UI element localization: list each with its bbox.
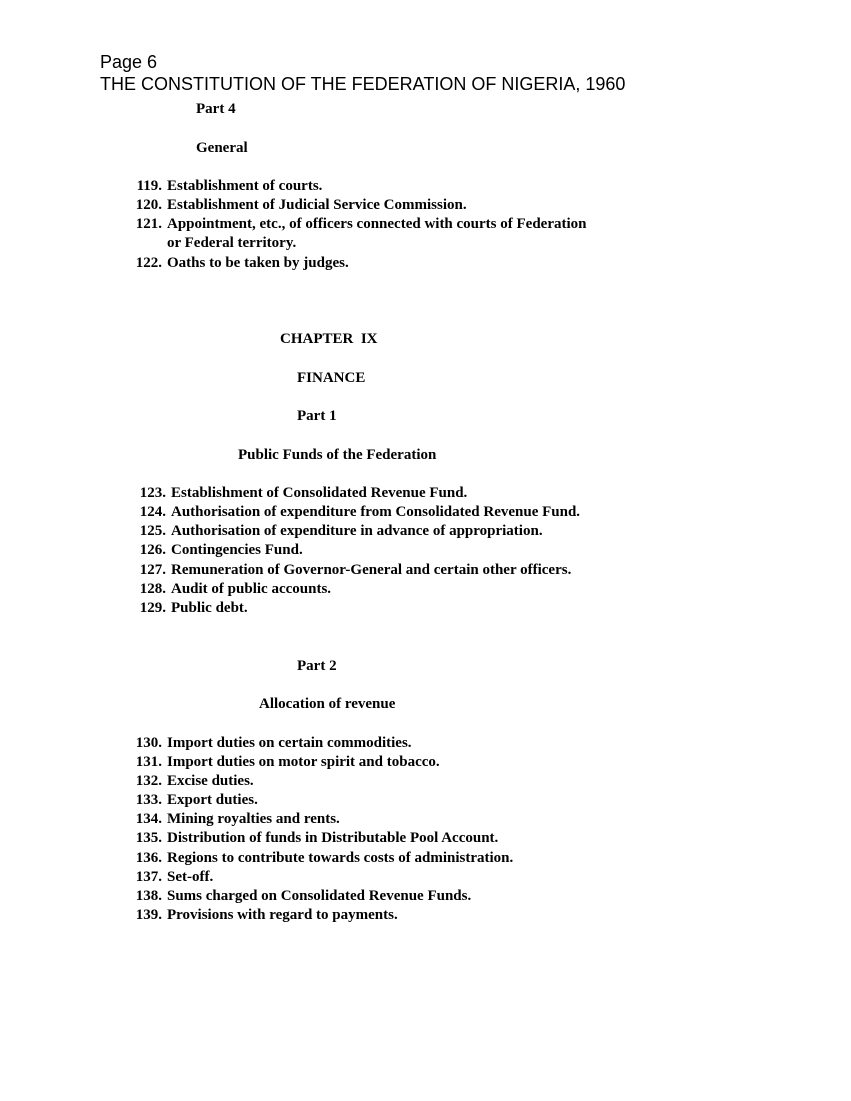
section-title: Appointment, etc., of officers connected with courts of Federation bbox=[167, 216, 587, 232]
section-title: Set-off. bbox=[167, 869, 214, 885]
section-title: Distribution of funds in Distributable Pool Account. bbox=[167, 830, 499, 846]
list-item bbox=[114, 215, 587, 234]
part2-subtitle: Allocation of revenue bbox=[259, 696, 396, 712]
list-item bbox=[124, 580, 331, 599]
section-title: Contingencies Fund. bbox=[171, 542, 303, 558]
section-number: 136. bbox=[135, 850, 162, 866]
section-title: Audit of public accounts. bbox=[171, 581, 332, 597]
section-number: 121. bbox=[135, 216, 162, 232]
list-item bbox=[114, 906, 398, 925]
list-item bbox=[114, 868, 213, 887]
list-item bbox=[124, 522, 543, 541]
list-item bbox=[124, 484, 467, 503]
chapter-title: CHAPTER IX bbox=[280, 331, 378, 347]
section-title: Public debt. bbox=[171, 600, 248, 616]
section-title: Establishment of Judicial Service Commission. bbox=[167, 197, 467, 213]
section-number: 119. bbox=[136, 178, 162, 194]
list-item bbox=[114, 753, 440, 772]
section-title: Mining royalties and rents. bbox=[167, 811, 340, 827]
section-number: 130. bbox=[135, 735, 162, 751]
list-item bbox=[124, 503, 580, 522]
section-number: 125. bbox=[139, 523, 166, 539]
section-number: 127. bbox=[139, 562, 166, 578]
list-item bbox=[114, 254, 349, 273]
part1-subtitle: Public Funds of the Federation bbox=[238, 447, 437, 463]
part4-title: Part 4 bbox=[196, 101, 236, 117]
page-label: Page 6 bbox=[100, 52, 158, 72]
section-title: Regions to contribute towards costs of administration. bbox=[167, 850, 514, 866]
section-number: 124. bbox=[139, 504, 166, 520]
list-item-continuation bbox=[114, 234, 296, 253]
list-item bbox=[114, 829, 498, 848]
section-number: 120. bbox=[135, 197, 162, 213]
section-title: Import duties on certain commodities. bbox=[167, 735, 412, 751]
list-item bbox=[114, 196, 467, 215]
section-title: Provisions with regard to payments. bbox=[167, 907, 398, 923]
section-number: 137. bbox=[135, 869, 162, 885]
section-number: 138. bbox=[135, 888, 162, 904]
section-title: Establishment of Consolidated Revenue Fund. bbox=[171, 485, 468, 501]
document-title: THE CONSTITUTION OF THE FEDERATION OF NIGERIA, 1960 bbox=[100, 74, 626, 94]
section-number: 129. bbox=[139, 600, 166, 616]
section-title: Authorisation of expenditure from Consolidated Revenue Fund. bbox=[171, 504, 581, 520]
section-title: Excise duties. bbox=[167, 773, 254, 789]
section-title: Import duties on motor spirit and tobacco. bbox=[167, 754, 440, 770]
section-number: 126. bbox=[139, 542, 166, 558]
part1-title: Part 1 bbox=[297, 408, 337, 424]
section-title: or Federal territory. bbox=[167, 235, 297, 251]
section-number: 135. bbox=[135, 830, 162, 846]
list-item bbox=[114, 734, 412, 753]
section-number: 128. bbox=[139, 581, 166, 597]
section-title: Remuneration of Governor-General and certain other officers. bbox=[171, 562, 572, 578]
chapter-subtitle: FINANCE bbox=[297, 370, 366, 386]
section-title: Establishment of courts. bbox=[167, 178, 323, 194]
part4-subtitle: General bbox=[196, 140, 248, 156]
list-item bbox=[114, 849, 513, 868]
list-item bbox=[114, 791, 258, 810]
list-item bbox=[124, 561, 571, 580]
section-number: 123. bbox=[139, 485, 166, 501]
section-number: 133. bbox=[135, 792, 162, 808]
list-item bbox=[124, 541, 303, 560]
list-item bbox=[114, 887, 471, 906]
section-number: 132. bbox=[135, 773, 162, 789]
section-title: Authorisation of expenditure in advance of appropriation. bbox=[171, 523, 543, 539]
section-title: Export duties. bbox=[167, 792, 258, 808]
section-number: 139. bbox=[135, 907, 162, 923]
section-title: Sums charged on Consolidated Revenue Funds. bbox=[167, 888, 472, 904]
section-number: 134. bbox=[135, 811, 162, 827]
list-item bbox=[114, 772, 254, 791]
part2-title: Part 2 bbox=[297, 658, 337, 674]
section-number: 131. bbox=[135, 754, 162, 770]
list-item bbox=[114, 810, 340, 829]
section-number: 122. bbox=[135, 255, 162, 271]
section-title: Oaths to be taken by judges. bbox=[167, 255, 349, 271]
list-item bbox=[114, 177, 322, 196]
list-item bbox=[124, 599, 248, 618]
